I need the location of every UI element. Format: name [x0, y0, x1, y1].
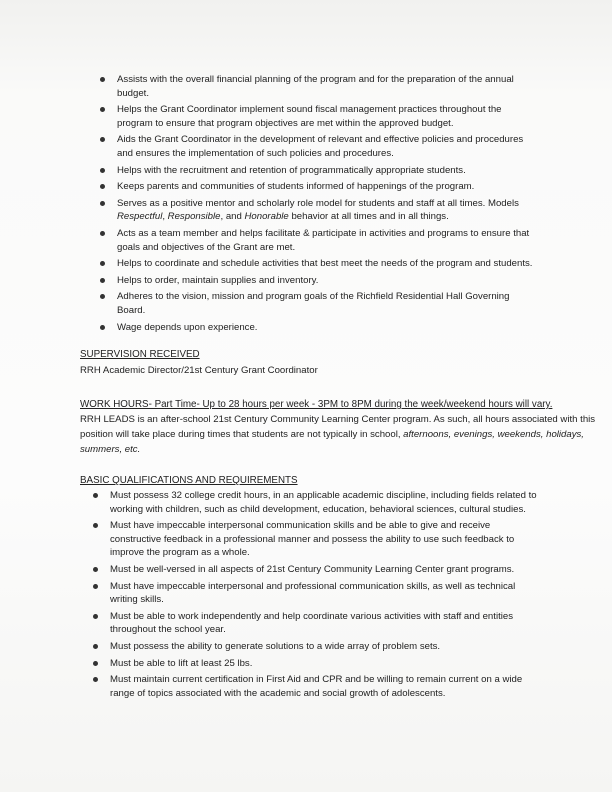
bullet-icon: [100, 201, 105, 206]
bullet-icon: [100, 294, 105, 299]
list-item: Must possess 32 college credit hours, in an applicable academic discipline, including fields related to working with children, such as child development, education, behavioral sciences, cultural studies.: [110, 489, 540, 516]
bullet-icon: [93, 493, 98, 498]
list-item: Wage depends upon experience.: [117, 321, 537, 335]
work-hours-body: RRH LEADS is an after-school 21st Century Community Learning Center program. As such, all hours associated with this position will take place during times that students are not typically in school, afternoons, evenings, weekends, holidays, summers, etc.: [80, 414, 596, 455]
bullet-icon: [93, 644, 98, 649]
bullet-icon: [93, 661, 98, 666]
bullet-icon: [100, 168, 105, 173]
bullet-icon: [100, 278, 105, 283]
list-item: Must be able to lift at least 25 lbs.: [110, 657, 540, 671]
list-item-mentor: [117, 197, 537, 224]
bullet-icon: [100, 184, 105, 189]
qualifications-heading: BASIC QUALIFICATIONS AND REQUIREMENTS: [80, 475, 298, 486]
list-item: Must possess the ability to generate solutions to a wide array of problem sets.: [110, 640, 540, 654]
list-item: Must be well-versed in all aspects of 21st Century Community Learning Center grant programs.: [110, 563, 540, 577]
bullet-icon: [100, 231, 105, 236]
supervision-heading: SUPERVISION RECEIVED: [80, 349, 200, 360]
list-item: Must be able to work independently and help coordinate various activities with staff and entities throughout the school year.: [110, 610, 540, 637]
mentor-text: Serves as a positive mentor and scholarly role model for students and staff at all times. Models Respectful, Responsible, and Honorable behavior at all times and in all things.: [117, 197, 519, 223]
bullet-icon: [100, 107, 105, 112]
work-hours-heading: WORK HOURS- Part Time- Up to 28 hours per week - 3PM to 8PM during the week/weekend hours will vary.: [80, 399, 553, 410]
list-item: Aids the Grant Coordinator in the development of relevant and effective policies and procedures and ensures the implementation of such policies and procedures.: [117, 133, 537, 160]
bullet-icon: [100, 261, 105, 266]
list-item: Must maintain current certification in First Aid and CPR and be willing to remain current on a wide range of topics associated with the academic and social growth of adolescents.: [110, 673, 540, 700]
list-item: Adheres to the vision, mission and program goals of the Richfield Residential Hall Governing Board.: [117, 290, 537, 317]
list-item: Assists with the overall financial planning of the program and for the preparation of the annual budget.: [117, 73, 537, 100]
bullet-icon: [93, 677, 98, 682]
list-item: Must have impeccable interpersonal communication skills and be able to give and receive constructive feedback in a professional manner and possess the ability to use such feedback to improve the program as a whole.: [110, 519, 540, 560]
list-item: Helps to coordinate and schedule activities that best meet the needs of the program and students.: [117, 257, 537, 271]
bullet-icon: [100, 137, 105, 142]
list-item: Must have impeccable interpersonal and professional communication skills, as well as technical writing skills.: [110, 580, 540, 607]
duties-list: [117, 73, 537, 337]
list-item: Helps to order, maintain supplies and inventory.: [117, 274, 537, 288]
bullet-icon: [93, 567, 98, 572]
bullet-icon: [100, 325, 105, 330]
bullet-icon: [100, 77, 105, 82]
qualifications-list: [110, 489, 540, 703]
bullet-icon: [93, 584, 98, 589]
supervision-body: RRH Academic Director/21st Century Grant Coordinator: [80, 365, 318, 376]
list-item: Acts as a team member and helps facilitate & participate in activities and programs to ensure that goals and objectives of the Grant are met.: [117, 227, 537, 254]
bullet-icon: [93, 523, 98, 528]
list-item: Helps with the recruitment and retention of programmatically appropriate students.: [117, 164, 537, 178]
list-item: Keeps parents and communities of students informed of happenings of the program.: [117, 180, 537, 194]
bullet-icon: [93, 614, 98, 619]
list-item: Helps the Grant Coordinator implement sound fiscal management practices throughout the program to ensure that program objectives are met within the approved budget.: [117, 103, 537, 130]
